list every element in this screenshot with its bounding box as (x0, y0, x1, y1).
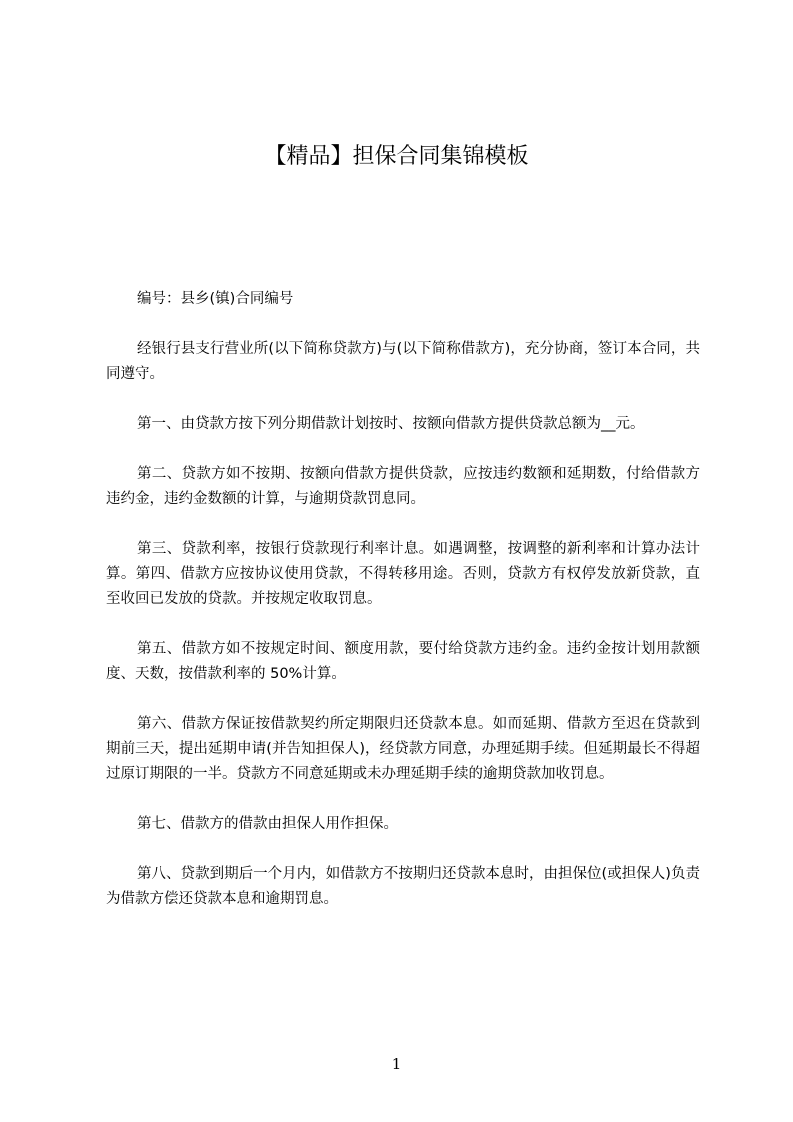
clause-5: 第五、借款方如不按规定时间、额度用款，要付给贷款方违约金。违约金按计划用款额度、天数，按借款利率的 50%计算。 (106, 641, 700, 682)
clause-8: 第八、贷款到期后一个月内，如借款方不按期归还贷款本息时，由担保位(或担保人)负责为借款方偿还贷款本息和逾期罚息。 (106, 866, 700, 907)
page-number: 1 (391, 1055, 402, 1073)
clause-3-4: 第三、贷款利率，按银行贷款现行利率计息。如遇调整，按调整的新利率和计算办法计算。第四、借款方应按协议使用贷款，不得转移用途。否则，贷款方有权停发放新贷款，直至收回已发放的贷款。并按规定收取罚息。 (106, 541, 700, 607)
clause-6: 第六、借款方保证按借款契约所定期限归还贷款本息。如而延期、借款方至迟在贷款到期前三天，提出延期申请(并告知担保人)，经贷款方同意，办理延期手续。但延期最长不得超过原订期限的一半。贷款方不同意延期或未办理延期手续的逾期贷款加收罚息。 (106, 716, 700, 782)
clause-7: 第七、借款方的借款由担保人用作担保。 (137, 816, 398, 832)
document-body (106, 287, 700, 937)
clause-1: 第一、由贷款方按下列分期借款计划按时、按额向借款方提供贷款总额为__元。 (137, 416, 645, 432)
document-title: 【精品】担保合同集锦模板 (264, 144, 529, 169)
clause-2: 第二、贷款方如不按期、按额向借款方提供贷款，应按违约数额和延期数，付给借款方违约金，违约金数额的计算，与逾期贷款罚息同。 (106, 466, 700, 507)
contract-number: 编号：县乡(镇)合同编号 (137, 291, 294, 307)
paragraph-preamble: 经银行县支行营业所(以下简称贷款方)与(以下简称借款方)，充分协商，签订本合同，共同遵守。 (106, 341, 700, 382)
